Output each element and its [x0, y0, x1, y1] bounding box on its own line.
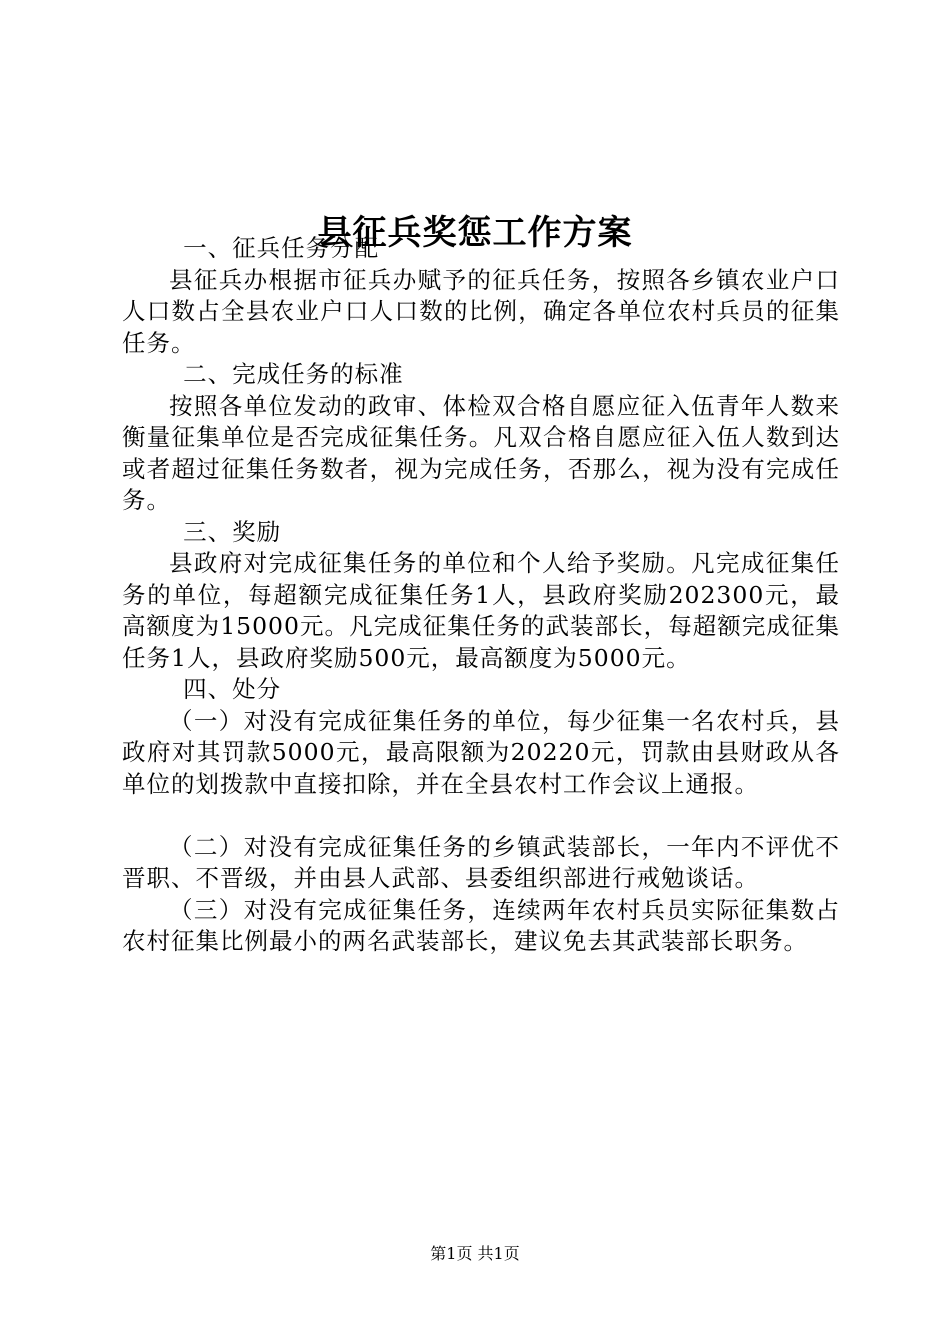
paragraph-rewards: 县政府对完成征集任务的单位和个人给予奖励。凡完成征集任务的单位，每超额完成征集任务1人，县政府奖励202300元，最高额度为15000元。凡完成征集任务的武装部长，每超额完成征集任务1人，县政府奖励500元，最高额度为5000元。 [122, 549, 840, 672]
document-body [122, 233, 840, 958]
section-heading-task-allocation: 一、征兵任务分配 [183, 234, 380, 262]
page-footer: 第1页 共1页 [430, 1244, 520, 1263]
section-heading-penalties: 四、处分 [183, 675, 282, 703]
paragraph-penalty-1: （一）对没有完成征集任务的单位，每少征集一名农村兵，县政府对其罚款5000元，最高限额为20220元，罚款由县财政从各单位的划拨款中直接扣除，并在全县农村工作会议上通报。 [122, 706, 840, 798]
paragraph-penalty-3: （三）对没有完成征集任务，连续两年农村兵员实际征集数占农村征集比例最小的两名武装部长，建议免去其武装部长职务。 [122, 895, 840, 955]
document-title: 县征兵奖惩工作方案 [317, 212, 633, 253]
paragraph-task-allocation: 县征兵办根据市征兵办赋予的征兵任务，按照各乡镇农业户口人口数占全县农业户口人口数的比例，确定各单位农村兵员的征集任务。 [122, 265, 840, 357]
paragraph-penalty-2: （二）对没有完成征集任务的乡镇武装部长，一年内不评优不晋职、不晋级，并由县人武部、县委组织部进行戒勉谈话。 [122, 832, 840, 892]
paragraph-completion-standard: 按照各单位发动的政审、体检双合格自愿应征入伍青年人数来衡量征集单位是否完成征集任务。凡双合格自愿应征入伍人数到达或者超过征集任务数者，视为完成任务，否那么，视为没有完成任务。 [122, 391, 840, 514]
section-heading-completion-standard: 二、完成任务的标准 [183, 360, 404, 388]
section-heading-rewards: 三、奖励 [183, 517, 282, 546]
